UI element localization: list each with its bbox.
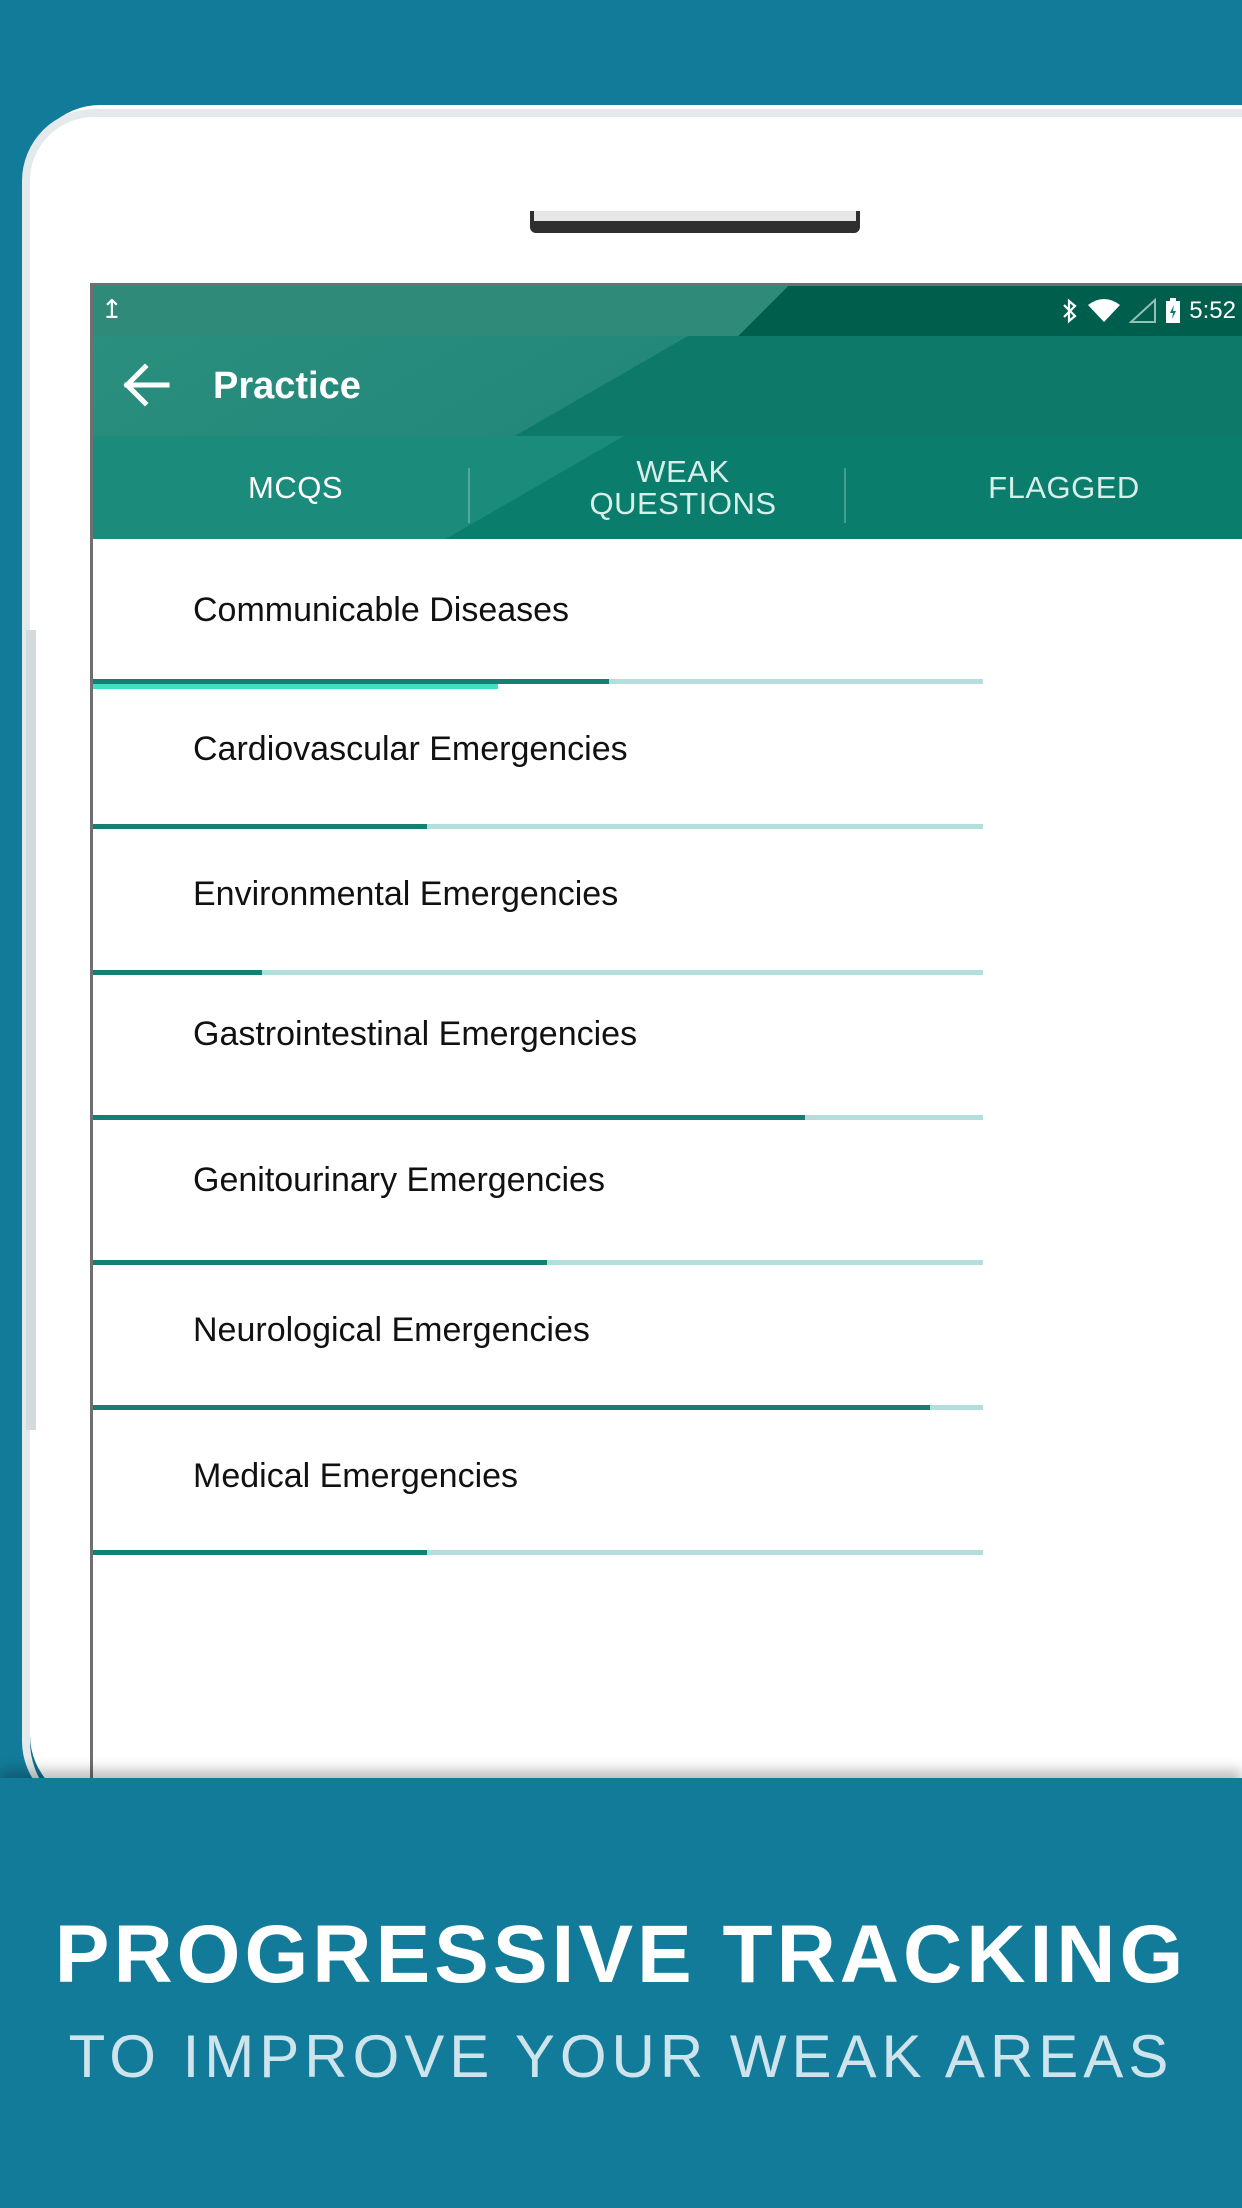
list-item[interactable] [93, 684, 1242, 829]
arrow-left-icon[interactable] [119, 358, 173, 412]
progress-bar [93, 1550, 983, 1555]
list-item[interactable] [93, 1264, 1242, 1409]
wifi-icon [1087, 298, 1121, 324]
app-screen [90, 283, 1242, 1778]
topic-label: Medical Emergencies [193, 1457, 519, 1495]
status-bar [93, 286, 1242, 336]
tab-label: MCQS [248, 469, 343, 505]
tab-label: WEAK QUESTIONS [589, 453, 777, 521]
app-bar [93, 336, 1242, 436]
topic-label: Neurological Emergencies [193, 1311, 590, 1349]
upload-icon: ↥ [101, 294, 123, 324]
tab-divider [844, 468, 846, 523]
tablet-side-edge [26, 630, 36, 1430]
signal-icon [1129, 298, 1157, 324]
promo-banner [0, 1778, 1242, 2208]
tab-mcqs[interactable] [93, 436, 498, 539]
bluetooth-icon [1061, 298, 1079, 324]
tab-label: FLAGGED [988, 469, 1140, 505]
banner-title: PROGRESSIVE TRACKING [54, 1909, 1188, 2000]
banner-subtitle: TO IMPROVE YOUR WEAK AREAS [68, 2023, 1174, 2090]
list-item[interactable] [93, 974, 1242, 1119]
topic-label: Genitourinary Emergencies [193, 1161, 605, 1199]
tab-weak-questions[interactable] [498, 436, 868, 539]
topic-label: Environmental Emergencies [193, 875, 619, 913]
topic-label: Gastrointestinal Emergencies [193, 1015, 638, 1053]
tab-flagged[interactable] [883, 436, 1242, 539]
progress-fill [93, 1550, 427, 1555]
topic-label: Cardiovascular Emergencies [193, 730, 628, 768]
list-item[interactable] [93, 539, 1242, 684]
tab-divider [468, 468, 470, 523]
tablet-speaker [530, 211, 860, 233]
topic-label: Communicable Diseases [193, 591, 570, 629]
status-time: 5:52 [1189, 297, 1236, 324]
battery-icon [1165, 298, 1181, 324]
list-item[interactable] [93, 1409, 1242, 1554]
list-item[interactable] [93, 1119, 1242, 1264]
page-title: Practice [213, 365, 361, 407]
tab-bar [93, 436, 1242, 539]
list-item[interactable] [93, 829, 1242, 974]
